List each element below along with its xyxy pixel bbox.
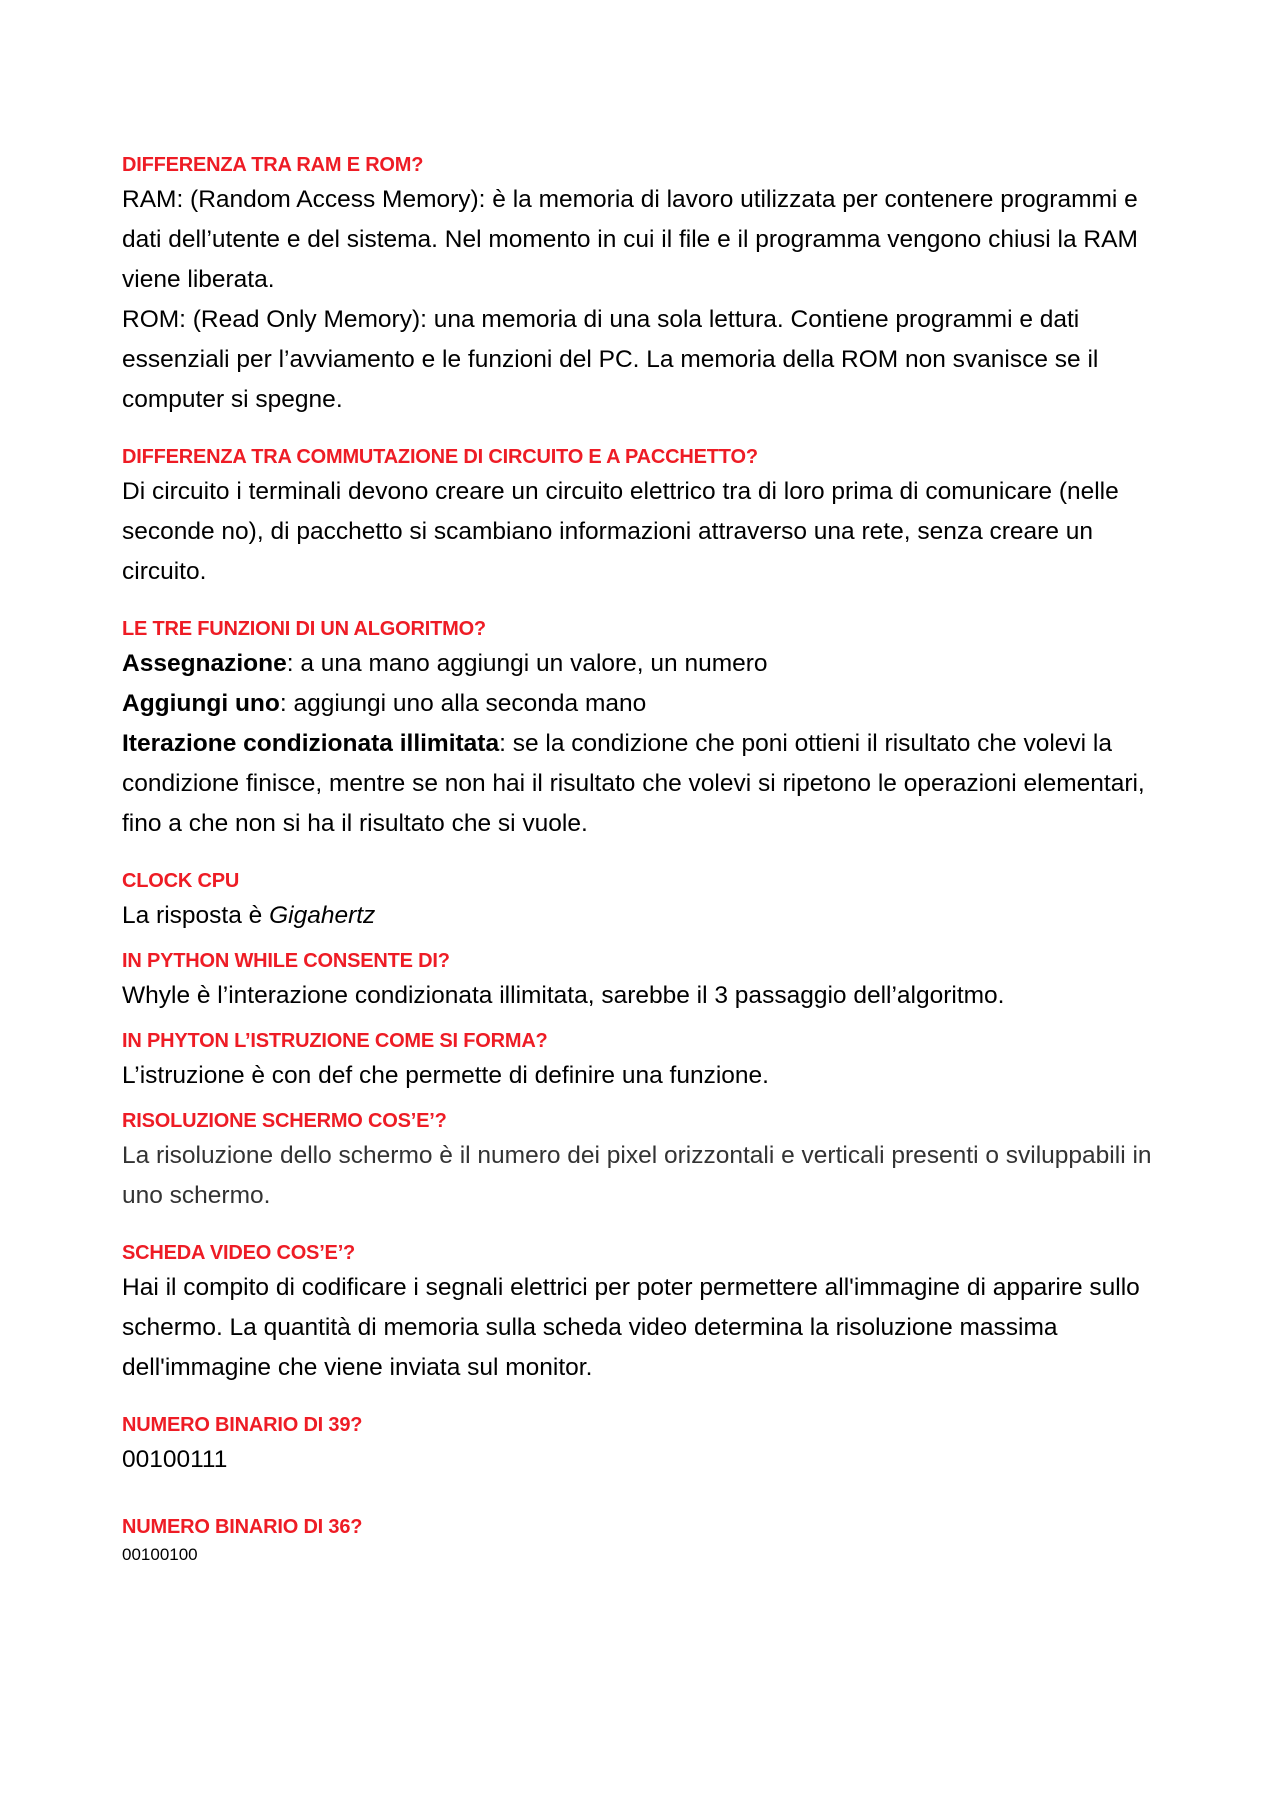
item-term: Assegnazione [122, 650, 287, 677]
section-risoluzione [122, 1106, 1182, 1216]
answer-italic: Gigahertz [269, 902, 376, 929]
section-binario-36 [122, 1512, 1182, 1568]
section-heading: DIFFERENZA TRA RAM E ROM? [122, 154, 424, 176]
binary-value: 00100111 [122, 1446, 228, 1473]
section-binario-39 [122, 1410, 1182, 1480]
section-commutazione [122, 442, 1182, 592]
section-algoritmo [122, 614, 1182, 844]
answer-prefix: La risposta è [122, 902, 270, 929]
list-item [122, 724, 1182, 844]
item-term: Iterazione condizionata illimitata [122, 730, 500, 757]
paragraph-rom: ROM: (Read Only Memory): una memoria di una sola lettura. Contiene programmi e dati essenziali per l’avviamento e le funzioni del PC. La memoria della ROM non svanisce se il computer si spegne. [122, 306, 1099, 413]
item-text: : se la condizione che poni ottieni il risultato che volevi la condizione finisce, mentre se non hai il risultato che volevi si ripetono le operazioni elementari, fino a che non si ha il risultato che si vuole. [122, 730, 1145, 837]
document-page [122, 150, 1182, 1568]
section-heading: DIFFERENZA TRA COMMUTAZIONE DI CIRCUITO E A PACCHETTO? [122, 446, 758, 468]
section-heading: IN PHYTON L’ISTRUZIONE COME SI FORMA? [122, 1030, 548, 1052]
paragraph-risoluzione: La risoluzione dello schermo è il numero dei pixel orizzontali e verticali presenti o sviluppabili in uno schermo. [122, 1142, 1152, 1209]
section-clock-cpu [122, 866, 1182, 936]
item-text: : a una mano aggiungi un valore, un numero [286, 650, 768, 677]
section-ram-rom [122, 150, 1182, 420]
list-item [122, 644, 1182, 684]
section-heading: RISOLUZIONE SCHERMO COS’E’? [122, 1110, 447, 1132]
paragraph-istruzione: L’istruzione è con def che permette di definire una funzione. [122, 1062, 769, 1089]
list-item [122, 684, 1182, 724]
section-heading: SCHEDA VIDEO COS’E’? [122, 1242, 356, 1264]
item-term: Aggiungi uno [122, 690, 280, 717]
section-python-while [122, 946, 1182, 1016]
section-python-istruzione [122, 1026, 1182, 1096]
item-text: : aggiungi uno alla seconda mano [279, 690, 647, 717]
paragraph-ram: RAM: (Random Access Memory): è la memoria di lavoro utilizzata per contenere programmi e dati dell’utente e del sistema. Nel momento in cui il file e il programma vengono chiusi la RAM viene liberata. [122, 186, 1138, 293]
paragraph-while: Whyle è l’interazione condizionata illimitata, sarebbe il 3 passaggio dell’algoritmo. [122, 982, 1005, 1009]
paragraph-scheda-video: Hai il compito di codificare i segnali elettrici per poter permettere all'immagine di apparire sullo schermo. La quantità di memoria sulla scheda video determina la risoluzione massima dell'immagine che viene inviata sul monitor. [122, 1274, 1140, 1381]
binary-value: 00100100 [122, 1545, 198, 1564]
section-heading: LE TRE FUNZIONI DI UN ALGORITMO? [122, 618, 486, 640]
paragraph-commutazione: Di circuito i terminali devono creare un circuito elettrico tra di loro prima di comunicare (nelle seconde no), di pacchetto si scambiano informazioni attraverso una rete, senza creare un circuito. [122, 478, 1119, 585]
section-heading: CLOCK CPU [122, 870, 240, 892]
section-scheda-video [122, 1238, 1182, 1388]
section-heading: NUMERO BINARIO DI 39? [122, 1414, 363, 1436]
section-heading: NUMERO BINARIO DI 36? [122, 1516, 363, 1538]
section-heading: IN PYTHON WHILE CONSENTE DI? [122, 950, 450, 972]
answer [122, 896, 1182, 936]
